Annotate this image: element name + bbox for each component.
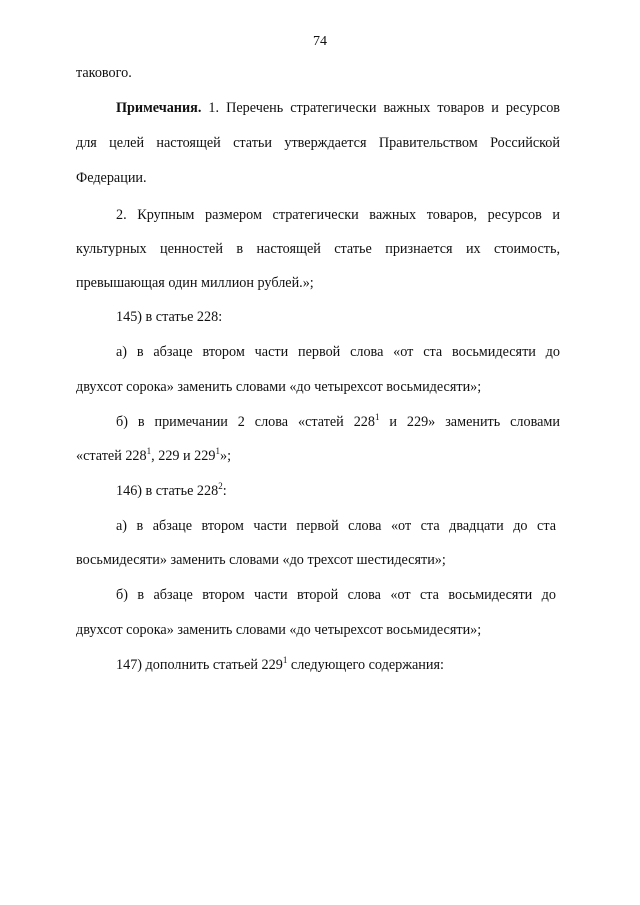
text: , 229 и 229 [151, 448, 216, 464]
paragraph-line [76, 168, 147, 188]
paragraph-line [76, 133, 560, 153]
list-item-146 [116, 481, 227, 501]
paragraph-line [116, 342, 560, 362]
text: 1. Перечень стратегически важных товаров и ресурсов [201, 100, 560, 116]
text: 145) в статье 228: [116, 309, 223, 325]
text: 147) дополнить статьей 229 [116, 657, 283, 673]
paragraph-line [116, 585, 556, 605]
superscript: 1 [282, 655, 288, 665]
text: двухсот сорока» заменить словами «до четырехсот восьмидесяти»; [76, 622, 482, 638]
paragraph-line [76, 377, 481, 397]
paragraph-line [116, 412, 560, 432]
paragraph-line [76, 63, 132, 83]
text: »; [219, 448, 232, 464]
notes-heading-line [116, 98, 560, 118]
notes-label: Примечания. [116, 100, 202, 116]
text: 146) в статье 228 [116, 483, 219, 499]
text: восьмидесяти» заменить словами «до трехсот шестидесяти»; [76, 552, 446, 568]
superscript: 1 [215, 446, 220, 456]
paragraph-line [76, 273, 314, 293]
text: б) в абзаце втором части второй слова «от ста восьмидесяти до [116, 587, 556, 603]
text: а) в абзаце втором части первой слова «от ста двадцати до ста [116, 518, 556, 534]
paragraph-line [76, 620, 481, 640]
paragraph-line [116, 516, 556, 536]
text: : [222, 483, 227, 499]
text: культурных ценностей в настоящей статье признается их стоимость, [76, 241, 560, 257]
text: 2. Крупным размером стратегически важных товаров, ресурсов и [116, 207, 560, 223]
list-item-145 [116, 307, 222, 327]
text: Федерации. [76, 170, 147, 186]
paragraph-line [116, 205, 560, 225]
text: следующего содержания: [287, 657, 444, 673]
text: для целей настоящей статьи утверждается Правительством Российской [76, 135, 560, 151]
paragraph-line [76, 239, 560, 259]
text: такового. [76, 65, 132, 81]
text: двухсот сорока» заменить словами «до четырехсот восьмидесяти»; [76, 379, 482, 395]
paragraph-line [76, 550, 446, 570]
paragraph-line [76, 446, 231, 466]
superscript: 1 [146, 446, 152, 456]
text: и 229» заменить словами [379, 414, 560, 430]
page-number: 74 [313, 34, 327, 49]
list-item-147 [116, 655, 444, 675]
text: а) в абзаце втором части первой слова «от ста восьмидесяти до [116, 344, 560, 360]
superscript: 1 [374, 412, 380, 422]
superscript: 2 [218, 481, 223, 491]
text: превышающая один миллион рублей.»; [76, 275, 314, 291]
text: б) в примечании 2 слова «статей 228 [116, 414, 375, 430]
text: «статей 228 [76, 448, 147, 464]
